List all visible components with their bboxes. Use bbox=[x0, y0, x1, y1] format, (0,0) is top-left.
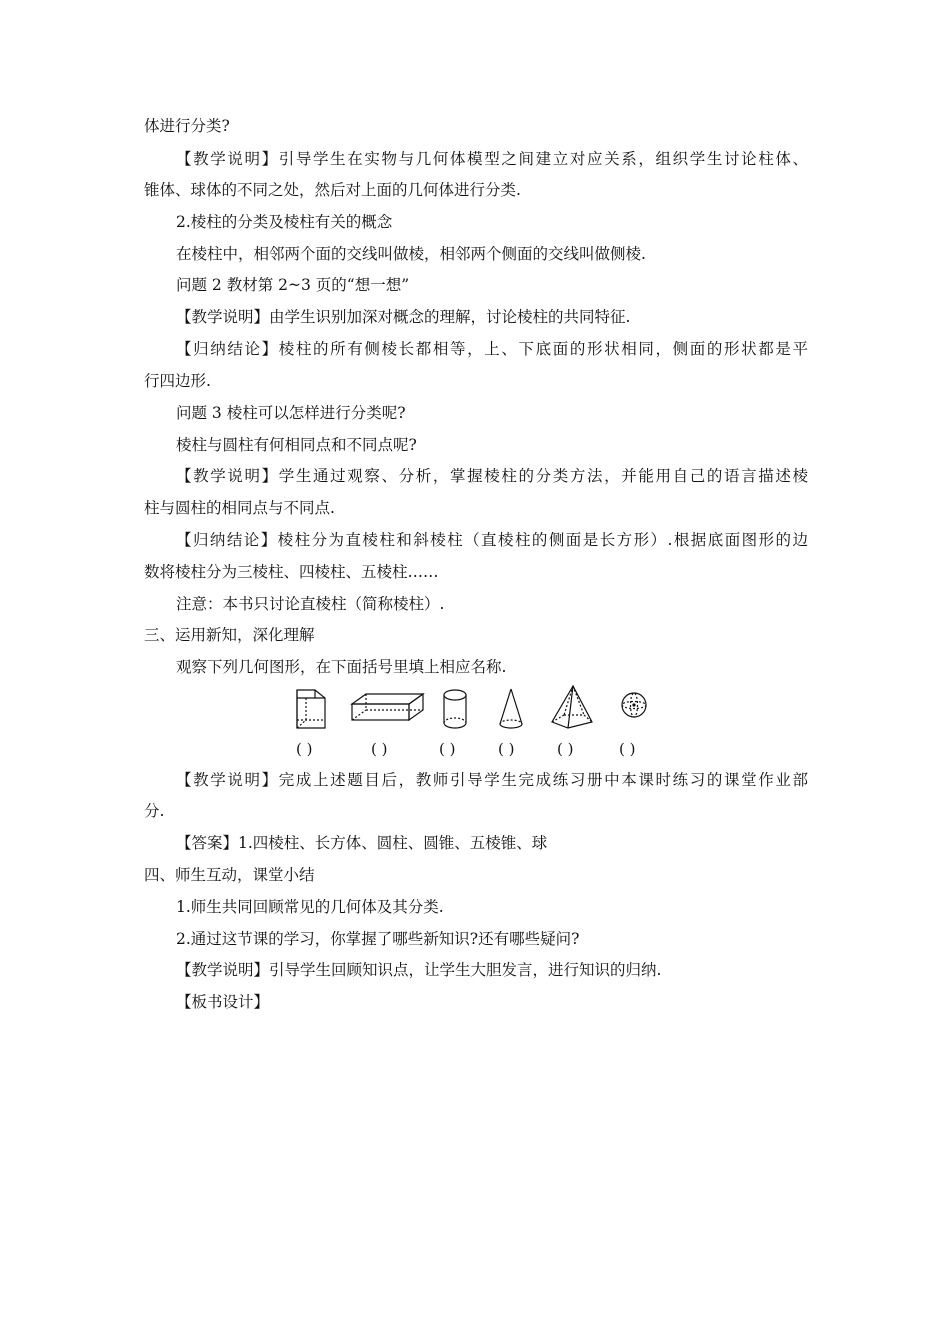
answer-blank: ( ) bbox=[371, 740, 388, 758]
answer-blank: ( ) bbox=[498, 740, 515, 758]
section-heading: 三、运用新知，深化理解 bbox=[144, 626, 315, 644]
text-line: 柱与圆柱的相同点与不同点. bbox=[144, 499, 335, 517]
section-subtitle: 2.棱柱的分类及棱柱有关的概念 bbox=[176, 213, 393, 231]
answer-blank: ( ) bbox=[439, 740, 456, 758]
prism-icon bbox=[297, 690, 325, 728]
text-line: 1.师生共同回顾常见的几何体及其分类. bbox=[176, 898, 444, 916]
text-line: 锥体、球体的不同之处，然后对上面的几何体进行分类. bbox=[144, 181, 521, 199]
shapes-figure bbox=[288, 684, 668, 734]
text-line: 【归纳结论】棱柱分为直棱柱和斜棱柱（直棱柱的侧面是长方形）.根据底面图形的边 bbox=[176, 531, 808, 549]
text-line: 在棱柱中，相邻两个面的交线叫做棱，相邻两个侧面的交线叫做侧棱. bbox=[176, 245, 646, 263]
text-line: 观察下列几何图形，在下面括号里填上相应名称. bbox=[176, 658, 507, 676]
answer-blank: ( ) bbox=[296, 740, 313, 758]
text-line: 分. bbox=[144, 802, 165, 820]
text-line: 2.通过这节课的学习，你掌握了哪些新知识?还有哪些疑问? bbox=[176, 930, 580, 948]
text-line: 棱柱与圆柱有何相同点和不同点呢? bbox=[176, 436, 417, 454]
text-line: 问题 2 教材第 2~3 页的“想一想” bbox=[176, 276, 410, 294]
text-line: 【教学说明】学生通过观察、分析，掌握棱柱的分类方法，并能用自己的语言描述棱 bbox=[176, 467, 808, 485]
sphere-icon bbox=[622, 693, 646, 717]
text-line: 【教学说明】由学生识别加深对概念的理解，讨论棱柱的共同特征. bbox=[176, 308, 631, 326]
text-line: 【归纳结论】棱柱的所有侧棱长都相等，上、下底面的形状相同，侧面的形状都是平 bbox=[176, 340, 808, 358]
text-line: 【板书设计】 bbox=[176, 993, 270, 1011]
cylinder-icon bbox=[444, 690, 466, 728]
text-line: 行四边形. bbox=[144, 372, 211, 390]
answer-line: 【答案】1.四棱柱、长方体、圆柱、圆锥、五棱锥、球 bbox=[176, 834, 548, 852]
pyramid-icon bbox=[552, 686, 592, 728]
answer-blank: ( ) bbox=[557, 740, 574, 758]
answer-blank: ( ) bbox=[619, 740, 636, 758]
text-line: 数将棱柱分为三棱柱、四棱柱、五棱柱…… bbox=[144, 563, 439, 581]
text-line: 问题 3 棱柱可以怎样进行分类呢? bbox=[176, 404, 406, 422]
text-line: 注意：本书只讨论直棱柱（简称棱柱）. bbox=[176, 595, 445, 613]
text-line: 【教学说明】引导学生在实物与几何体模型之间建立对应关系，组织学生讨论柱体、 bbox=[176, 150, 808, 168]
text-line: 体进行分类? bbox=[144, 117, 230, 135]
cuboid-icon bbox=[352, 694, 423, 720]
text-line: 【教学说明】引导学生回顾知识点，让学生大胆发言，进行知识的归纳. bbox=[176, 961, 662, 979]
cone-icon bbox=[500, 689, 522, 728]
section-heading: 四、师生互动，课堂小结 bbox=[144, 866, 315, 884]
text-line: 【教学说明】完成上述题目后，教师引导学生完成练习册中本课时练习的课堂作业部 bbox=[176, 771, 808, 789]
